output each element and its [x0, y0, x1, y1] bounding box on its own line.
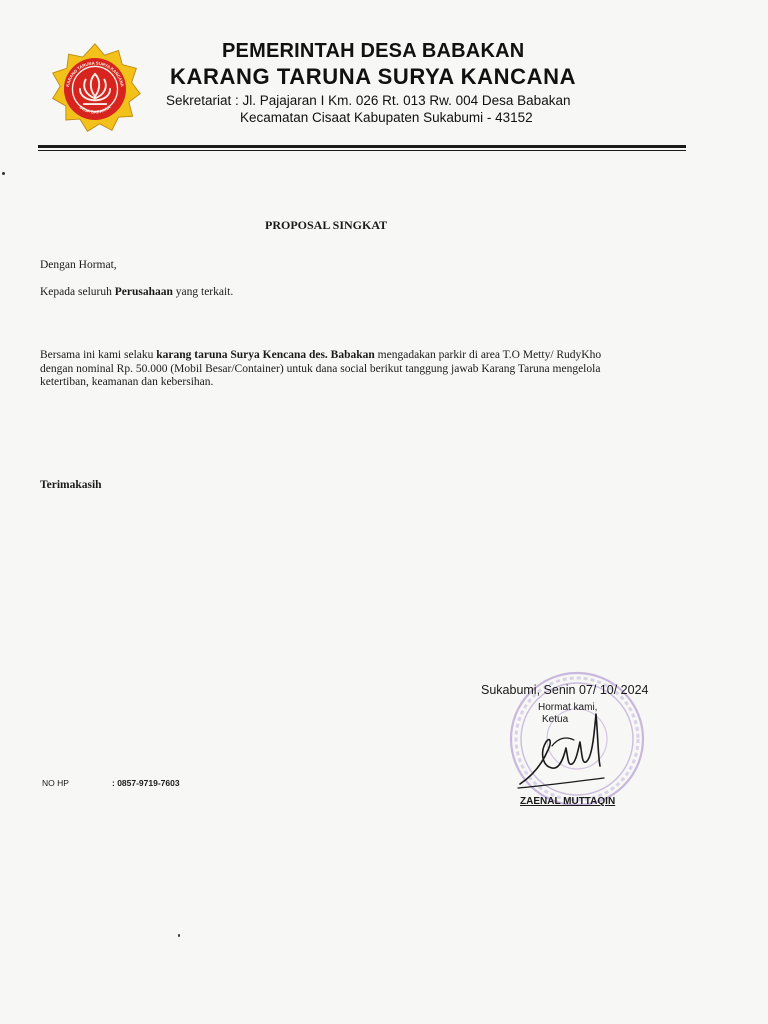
signature-place-date: Sukabumi, Senin 07/ 10/ 2024 — [481, 683, 649, 697]
closing-thanks: Terimakasih — [40, 479, 102, 491]
signatory-name: ZAENAL MUTTAQIN — [520, 796, 616, 807]
body-paragraph — [40, 349, 601, 390]
addressee-company: Perusahaan — [114, 286, 173, 298]
letterhead-divider-thin — [38, 150, 686, 151]
body-line-1-a: Bersama ini kami selaku — [40, 349, 157, 361]
scan-speck — [2, 172, 5, 175]
signature-regards: Hormat kami, — [538, 702, 598, 713]
secretariat-address: Sekretariat : Jl. Pajajaran I Km. 026 Rt. 013 Rw. 004 Desa Babakan — [166, 93, 571, 108]
scan-speck — [178, 934, 180, 937]
body-line-2: dengan nominal Rp. 50.000 (Mobil Besar/Container) untuk dana social berikut tanggung jawab Karang Taruna mengelola — [40, 362, 601, 375]
logo-text-bottom: DESA BABAKAN — [78, 104, 112, 115]
phone-label: NO HP — [42, 778, 69, 788]
body-line-1-org: karang taruna Surya Kencana des. Babakan — [156, 349, 375, 361]
greeting: Dengan Hormat, — [40, 259, 117, 271]
signature-role: Ketua — [542, 714, 569, 725]
government-name: PEMERINTAH DESA BABAKAN — [222, 40, 525, 62]
body-line-1 — [40, 349, 601, 363]
organization-name: KARANG TARUNA SURYA KANCANA — [170, 64, 577, 89]
district-address: Kecamatan Cisaat Kabupaten Sukabumi - 43152 — [240, 110, 533, 125]
body-line-1-c: mengadakan parkir di area T.O Metty/ RudyKho — [374, 349, 602, 361]
addressee-suffix: yang terkait. — [172, 286, 234, 298]
phone-number: : 0857-9719-7603 — [112, 778, 180, 788]
handwritten-signature — [512, 706, 612, 794]
karang-taruna-logo — [46, 42, 144, 136]
addressee-prefix: Kepada seluruh — [40, 286, 115, 298]
addressee-line — [40, 286, 233, 300]
letterhead-divider-thick — [38, 145, 686, 148]
body-line-3: ketertiban, keamanan dan kebersihan. — [40, 376, 214, 388]
logo-text-top: KARANG TARUNA SURYA KANCANA — [64, 60, 126, 88]
document-title: PROPOSAL SINGKAT — [265, 218, 388, 232]
